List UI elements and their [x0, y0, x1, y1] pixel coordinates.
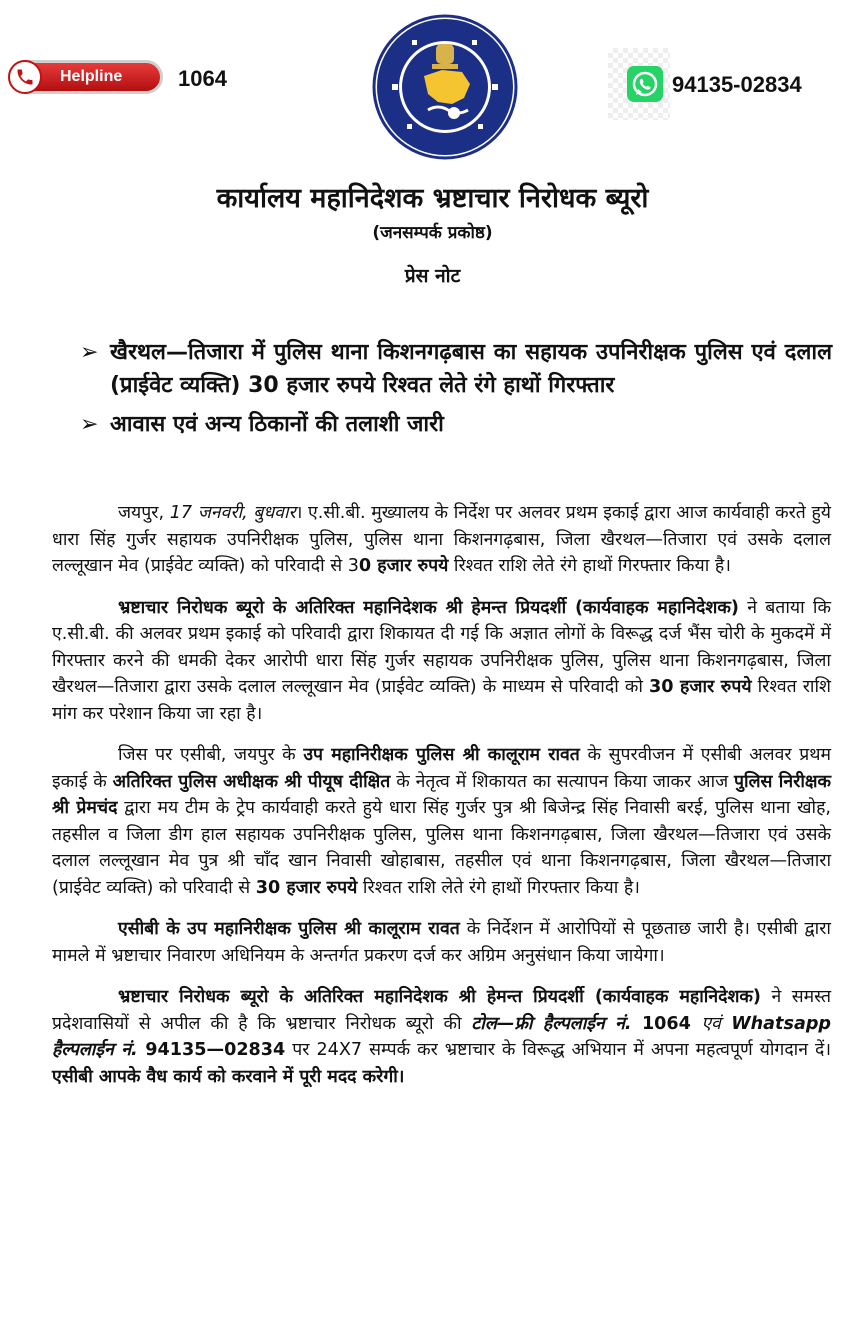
official-name: भ्रष्टाचार निरोधक ब्यूरो के अतिरिक्त महानिदेशक श्री हेमन्त प्रियदर्शी (कार्यवाहक महानिदेशक)	[118, 987, 761, 1007]
text: द्वारा मय टीम के ट्रेप कार्यवाही करते हुये धारा सिंह गुर्जर पुत्र श्री बिजेन्द्र सिंह निवासी बरई, पुलिस थाना खोह, तहसील व जिला डीग हाल सहायक उपनिरीक्षक पुलिस, पुलिस थाना किशनगढ़बास, जिला खैरथल—तिजारा एवं उसके दलाल लल्लूखान मेव पुत्र श्री चाँद खान निवासी खोहाबास, तहसील एवं थाना किशनगढ़बास, जिला खैरथल—तिजारा (प्राईवेट व्यक्ति) को परिवादी से	[52, 798, 832, 898]
official-name: उप महानिरीक्षक पुलिस श्री कालूराम रावत	[303, 745, 580, 765]
whatsapp-number: 94135-02834	[672, 72, 802, 97]
text: रिश्वत राशि लेते रंगे हाथों गिरफ्तार किया है।	[357, 877, 640, 898]
press-note-body	[52, 500, 831, 1105]
paragraph-3	[52, 742, 831, 901]
headline-bullet	[80, 408, 832, 441]
official-name: भ्रष्टाचार निरोधक ब्यूरो के अतिरिक्त महानिदेशक श्री हेमन्त प्रियदर्शी (कार्यवाहक महानिदेशक)	[118, 597, 739, 618]
text: एवं	[701, 1013, 721, 1034]
dateline: 17 जनवरी, बुधवार	[169, 503, 296, 523]
arrow-bullet-icon: ➢	[80, 340, 99, 365]
headline-bullets	[80, 336, 832, 447]
text: । ए.सी.बी. मुख्यालय के निर्देश पर अलवर प्रथम इकाई द्वारा आज कार्यवाही करते हुये धारा सिंह गुर्जर सहायक उपनिरीक्षक पुलिस, पुलिस थाना किशनगढ़बास, जिला खैरथल—तिजारा एवं उसके दलाल लल्लूखान मेव (प्राईवेट व्यक्ति) को परिवादी से 3	[52, 503, 831, 576]
amount: 0 हजार रुपये	[358, 556, 449, 576]
helpline-button[interactable]	[8, 60, 163, 94]
text: के नेतृत्व में शिकायत का सत्यापन किया जाकर आज	[390, 771, 735, 792]
helpline-number: 1064	[178, 66, 227, 91]
arrow-bullet-icon: ➢	[80, 412, 99, 437]
office-title: कार्यालय महानिदेशक भ्रष्टाचार निरोधक ब्यूरो	[216, 183, 649, 214]
paragraph-1	[52, 500, 831, 580]
tollfree-number: 1064	[631, 1013, 702, 1034]
whatsapp-icon[interactable]	[627, 66, 663, 102]
text: ने बताया कि ए.सी.बी. की अलवर प्रथम इकाई को परिवादी द्वारा शिकायत दी गई कि अज्ञात लोगों के विरूद्ध दर्ज भैंस चोरी के मुकदमें में गिरफ्तार करने की धमकी देकर आरोपी धारा सिंह गुर्जर सहायक उपनिरीक्षक पुलिस, पुलिस थाना किशनगढ़बास, जिला खैरथल—तिजारा द्वारा उसके दलाल लल्लूखान मेव (प्राईवेट व्यक्ति) के माध्यम से परिवादी को	[52, 597, 831, 697]
text: के निर्देशन में आरोपियों से पूछताछ जारी है। एसीबी द्वारा मामले में भ्रष्टाचार निवारण अधिनियम के अन्तर्गत प्रकरण दर्ज कर अग्रिम अनुसंधान किया जायेगा।	[52, 919, 831, 966]
amount: 30 हजार रुपये	[648, 677, 752, 697]
text: जिस पर एसीबी, जयपुर के	[118, 745, 304, 765]
closing-statement: एसीबी आपके वैध कार्य को करवाने में पूरी मदद करेगी।	[52, 1066, 405, 1087]
headline-text: खैरथल—तिजारा में पुलिस थाना किशनगढ़बास का सहायक उपनिरीक्षक पुलिस एवं दलाल (प्राईवेट व्यक्ति) 30 हजार रुपये रिश्वत लेते रंगे हाथों गिरफ्तार	[110, 340, 832, 398]
paragraph-2	[52, 595, 831, 728]
paragraph-5	[52, 984, 831, 1090]
office-subtitle: (जनसम्पर्क प्रकोष्ठ)	[372, 223, 493, 243]
official-name: अतिरिक्त पुलिस अधीक्षक श्री पीयूष दीक्षित	[112, 771, 391, 792]
official-name: एसीबी के उप महानिरीक्षक पुलिस श्री कालूराम रावत	[118, 919, 460, 939]
helpline-label: Helpline	[60, 68, 123, 85]
text: ने समस्त प्रदेशवासियों से अपील की है कि भ्रष्टाचार निरोधक ब्यूरो की	[52, 987, 831, 1034]
press-note-heading: प्रेस नोट	[404, 265, 461, 287]
whatsapp-label: Whatsapp हैल्पलाईन नं.	[52, 1013, 832, 1060]
phone-icon	[8, 60, 42, 94]
headline-bullet	[80, 336, 832, 402]
text: जयपुर,	[118, 503, 170, 523]
text: रिश्वत राशि लेते रंगे हाथों गिरफ्तार किया है।	[448, 556, 731, 576]
headline-text: आवास एवं अन्य ठिकानों की तलाशी जारी	[110, 412, 444, 437]
text: रिश्वत राशि मांग कर परेशान किया जा रहा है।	[52, 677, 831, 724]
whatsapp-number-text: 94135—02834	[137, 1040, 286, 1060]
text: के सुपरवीजन में एसीबी अलवर प्रथम इकाई के	[52, 745, 831, 792]
text: पर 24X7 सम्पर्क कर भ्रष्टाचार के विरूद्ध अभियान में अपना महत्वपूर्ण योगदान दें।	[285, 1040, 831, 1060]
amount: 30 हजार रुपये	[255, 877, 358, 898]
rajasthan-police-emblem-icon	[372, 14, 518, 160]
official-name: पुलिस निरीक्षक श्री प्रेमचंद	[52, 771, 832, 818]
tollfree-label: टोल—फ्री हैल्पलाईन नं.	[471, 1013, 632, 1034]
paragraph-4	[52, 916, 831, 969]
